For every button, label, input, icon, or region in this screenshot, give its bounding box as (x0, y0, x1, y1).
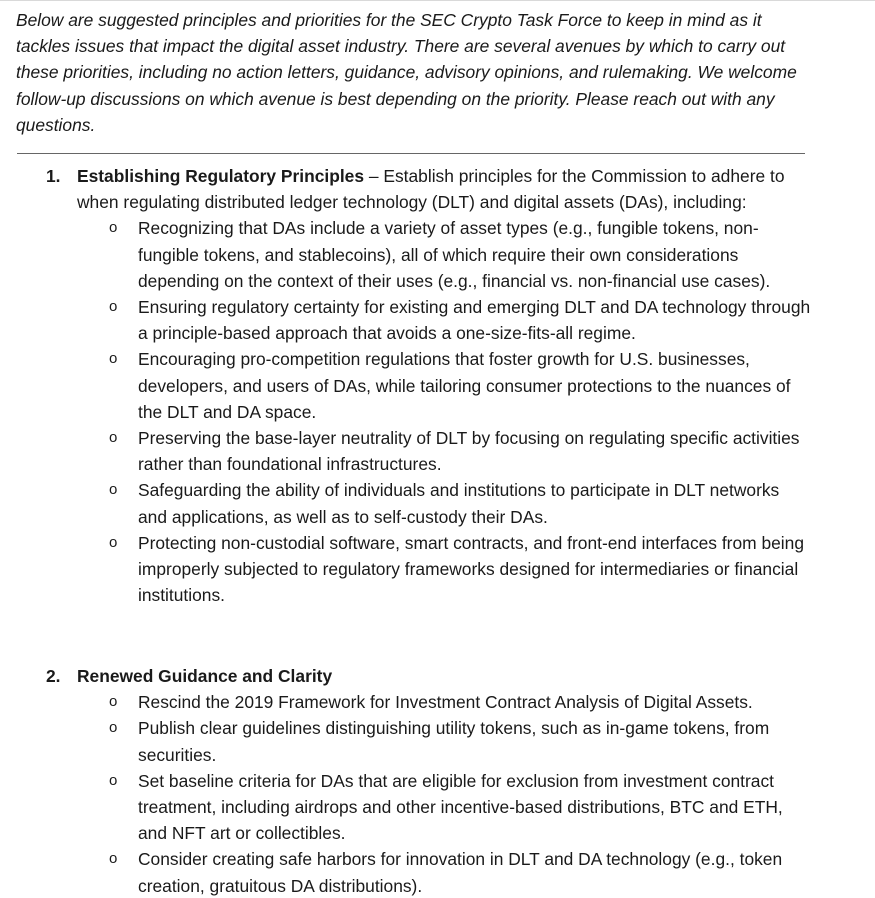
top-border (0, 0, 875, 1)
list-item-text: Set baseline criteria for DAs that are eligible for exclusion from investment contract treatment, including airdrops and other incentive-based distributions, BTC and ETH, and NFT art or collectibles. (138, 770, 783, 844)
bullet-list (0, 215, 875, 608)
list-item (0, 477, 813, 529)
bullet-icon: o (109, 693, 118, 711)
bullet-icon: o (109, 850, 118, 868)
list-item (0, 768, 813, 847)
list-item-text: Rescind the 2019 Framework for Investment Contract Analysis of Digital Assets. (138, 692, 753, 713)
section-renewed-guidance-and-clarity (0, 663, 875, 898)
horizontal-divider (17, 153, 805, 154)
list-item (0, 715, 813, 767)
section-establishing-regulatory-principles (0, 163, 875, 608)
list-item (0, 215, 813, 294)
intro-paragraph: Below are suggested principles and priorities for the SEC Crypto Task Force to keep in mind as it tackles issues that impact the digital asset industry. There are several avenues by which to carry out these priorities, including no action letters, guidance, advisory opinions, and rulemaking. We welcome follow-up discussions on which avenue is best depending on the priority. Please reach out with any questions. (16, 10, 797, 135)
bullet-icon: o (109, 219, 118, 237)
list-item (0, 846, 813, 898)
bullet-icon: o (109, 350, 118, 368)
list-item (0, 425, 813, 477)
bullet-icon: o (109, 719, 118, 737)
list-item-text: Safeguarding the ability of individuals and institutions to participate in DLT networks and applications, as well as to self-custody their DAs. (138, 480, 780, 527)
list-item-text: Publish clear guidelines distinguishing utility tokens, such as in-game tokens, from securities. (138, 718, 770, 765)
list-item-text: Protecting non-custodial software, smart contracts, and front-end interfaces from being improperly subjected to regulatory frameworks designed for intermediaries or financial institutions. (138, 532, 804, 606)
section-number: 1. (46, 166, 61, 186)
section-title: Renewed Guidance and Clarity (77, 666, 333, 686)
section-heading (0, 663, 817, 689)
list-item (0, 530, 813, 609)
section-heading (0, 163, 817, 215)
section-number: 2. (46, 666, 61, 686)
list-item (0, 689, 813, 715)
section-separator: – (364, 166, 384, 186)
bullet-icon: o (109, 481, 118, 499)
bullet-icon: o (109, 771, 118, 789)
list-item (0, 294, 813, 346)
list-item-text: Encouraging pro-competition regulations that foster growth for U.S. businesses, developers, and users of DAs, while tailoring consumer protections to the nuances of the DLT and DA space. (138, 349, 791, 422)
list-item-text: Consider creating safe harbors for innovation in DLT and DA technology (e.g., token creation, gratuitous DA distributions). (138, 849, 783, 896)
section-text: Establish principles for the Commission to adhere to when regulating distributed ledger technology (DLT) and digital assets (DAs), including: (77, 166, 785, 213)
bullet-icon: o (109, 429, 118, 447)
bullet-icon: o (109, 298, 118, 316)
list-item-text: Preserving the base-layer neutrality of DLT by focusing on regulating specific activities rather than foundational infrastructures. (138, 428, 800, 475)
section-title: Establishing Regulatory Principles (77, 166, 365, 186)
list-item-text: Ensuring regulatory certainty for existing and emerging DLT and DA technology through a principle-based approach that avoids a one-size-fits-all regime. (138, 297, 811, 344)
bullet-list (0, 689, 875, 898)
list-item-text: Recognizing that DAs include a variety of asset types (e.g., fungible tokens, non-fungible tokens, and stablecoins), all of which require their own considerations depending on the context of their uses (e.g., financial vs. non-financial use cases). (138, 218, 771, 291)
list-item (0, 346, 813, 425)
bullet-icon: o (109, 533, 118, 551)
